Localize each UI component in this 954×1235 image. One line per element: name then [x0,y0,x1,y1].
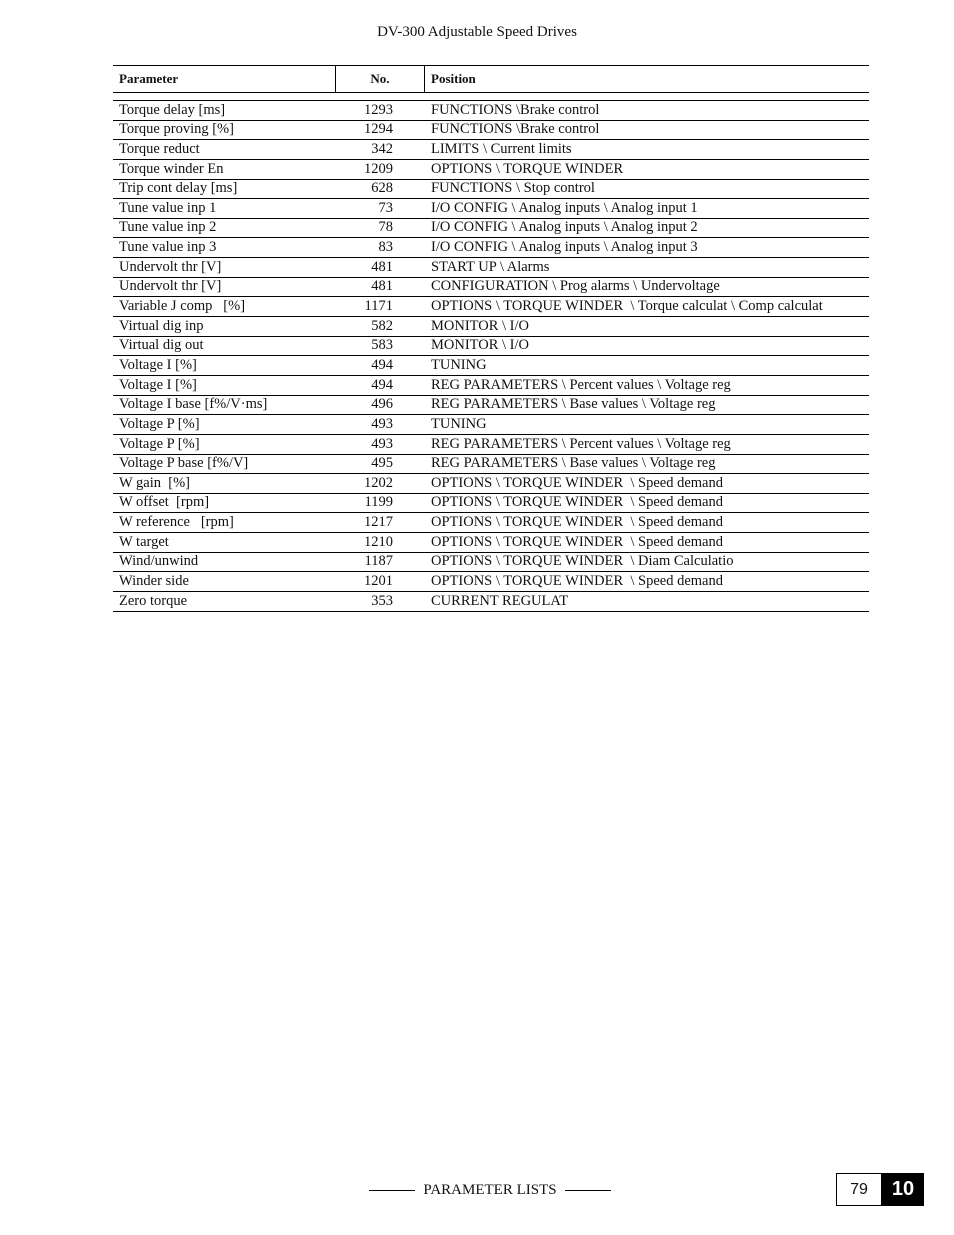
cell-parameter: Trip cont delay [ms] [119,180,238,197]
cell-no: 493 [371,435,393,452]
table-row [113,258,869,278]
cell-parameter: Voltage I [%] [119,356,197,373]
cell-position: REG PARAMETERS \ Base values \ Voltage reg [431,455,716,472]
table-row [113,455,869,475]
table-row [113,435,869,455]
cell-no: 494 [371,376,393,393]
cell-parameter: W target [119,533,169,550]
table-row [113,474,869,494]
cell-no: 73 [378,199,393,216]
cell-position: OPTIONS \ TORQUE WINDER [431,160,624,177]
cell-position: FUNCTIONS \ Stop control [431,180,595,197]
cell-parameter: Torque proving [%] [119,121,234,138]
cell-position: REG PARAMETERS \ Percent values \ Voltage reg [431,376,731,393]
cell-no: 353 [371,592,393,609]
cell-position: OPTIONS \ TORQUE WINDER \ Diam Calculatio [431,553,734,570]
table-row [113,180,869,200]
cell-no: 1202 [364,474,393,491]
footer-rule-left [369,1190,415,1191]
cell-position: OPTIONS \ TORQUE WINDER \ Speed demand [431,573,723,590]
cell-no: 495 [371,455,393,472]
cell-position: CURRENT REGULAT [431,592,569,609]
table-row [113,238,869,258]
table-row [113,572,869,592]
cell-parameter: Torque delay [ms] [119,101,226,118]
cell-no: 1293 [364,101,393,118]
cell-no: 1209 [364,160,393,177]
cell-no: 496 [371,396,393,413]
cell-parameter: Wind/unwind [119,553,199,570]
cell-parameter: Undervolt thr [V] [119,258,222,275]
table-row [113,376,869,396]
table-row [113,140,869,160]
footer-section-title: PARAMETER LISTS [423,1182,557,1198]
table-row [113,592,869,612]
cell-no: 493 [371,415,393,432]
cell-position: I/O CONFIG \ Analog inputs \ Analog input 2 [431,219,698,236]
table-header-row [113,65,869,93]
cell-position: OPTIONS \ TORQUE WINDER \ Speed demand [431,494,723,511]
cell-parameter: Voltage I base [f%/V·ms] [119,396,268,413]
table-row [113,337,869,357]
cell-parameter: Tune value inp 3 [119,239,217,256]
table-row [113,317,869,337]
table-row [113,396,869,416]
cell-no: 1294 [364,121,393,138]
cell-parameter: Tune value inp 2 [119,219,217,236]
cell-parameter: Virtual dig inp [119,317,204,334]
page-number: 79 [836,1173,882,1206]
column-header-position: Position [431,71,476,86]
cell-no: 1201 [364,573,393,590]
cell-position: REG PARAMETERS \ Base values \ Voltage reg [431,396,716,413]
table-row [113,278,869,298]
cell-no: 481 [371,258,393,275]
table-row [113,415,869,435]
chapter-tab: 10 [882,1173,924,1206]
column-header-parameter: Parameter [113,66,336,92]
page-header: DV-300 Adjustable Speed Drives [377,24,577,40]
cell-no: 78 [378,219,393,236]
cell-position: LIMITS \ Current limits [431,140,572,157]
cell-no: 1199 [364,494,393,511]
table-body [113,101,869,612]
cell-parameter: Torque reduct [119,140,200,157]
table-row [113,297,869,317]
cell-position: MONITOR \ I/O [431,337,530,354]
cell-no: 83 [378,239,393,256]
cell-position: OPTIONS \ TORQUE WINDER \ Speed demand [431,533,723,550]
table-row [113,356,869,376]
cell-position: START UP \ Alarms [431,258,550,275]
cell-parameter: Variable J comp [%] [119,298,246,315]
table-row [113,513,869,533]
table-row [113,553,869,573]
table-row [113,199,869,219]
table-row [113,160,869,180]
cell-no: 1171 [364,298,393,315]
cell-position: TUNING [431,415,487,432]
cell-no: 1217 [364,514,393,531]
cell-no: 481 [371,278,393,295]
column-header-no: No. [336,66,425,92]
cell-position: OPTIONS \ TORQUE WINDER \ Torque calculat \ Comp calculat [431,298,823,315]
cell-parameter: Undervolt thr [V] [119,278,222,295]
footer-rule-right [565,1190,611,1191]
cell-position: TUNING [431,356,487,373]
cell-position: OPTIONS \ TORQUE WINDER \ Speed demand [431,474,723,491]
cell-no: 342 [371,140,393,157]
table-row [113,533,869,553]
cell-position: REG PARAMETERS \ Percent values \ Voltage reg [431,435,731,452]
cell-no: 494 [371,356,393,373]
cell-parameter: W reference [rpm] [119,514,234,531]
cell-parameter: Winder side [119,573,189,590]
table-row [113,494,869,514]
cell-parameter: Voltage I [%] [119,376,197,393]
cell-parameter: Zero torque [119,592,188,609]
cell-parameter: Torque winder En [119,160,224,177]
cell-position: OPTIONS \ TORQUE WINDER \ Speed demand [431,514,723,531]
cell-position: I/O CONFIG \ Analog inputs \ Analog input 1 [431,199,698,216]
cell-no: 1210 [364,533,393,550]
table-row [113,219,869,239]
cell-parameter: Voltage P [%] [119,435,200,452]
cell-no: 1187 [364,553,393,570]
table-row [113,121,869,141]
cell-parameter: W offset [rpm] [119,494,210,511]
cell-no: 582 [371,317,393,334]
cell-parameter: W gain [%] [119,474,190,491]
cell-parameter: Voltage P [%] [119,415,200,432]
cell-no: 583 [371,337,393,354]
cell-position: MONITOR \ I/O [431,317,530,334]
cell-parameter: Voltage P base [f%/V] [119,455,249,472]
cell-parameter: Tune value inp 1 [119,199,217,216]
cell-position: FUNCTIONS \Brake control [431,101,600,118]
cell-position: CONFIGURATION \ Prog alarms \ Undervoltage [431,278,720,295]
cell-position: I/O CONFIG \ Analog inputs \ Analog input 3 [431,239,698,256]
parameter-table [113,65,869,612]
cell-no: 628 [371,180,393,197]
table-row [113,101,869,121]
page-footer [365,1182,615,1199]
cell-parameter: Virtual dig out [119,337,204,354]
cell-position: FUNCTIONS \Brake control [431,121,600,138]
header-spacer [113,93,869,101]
